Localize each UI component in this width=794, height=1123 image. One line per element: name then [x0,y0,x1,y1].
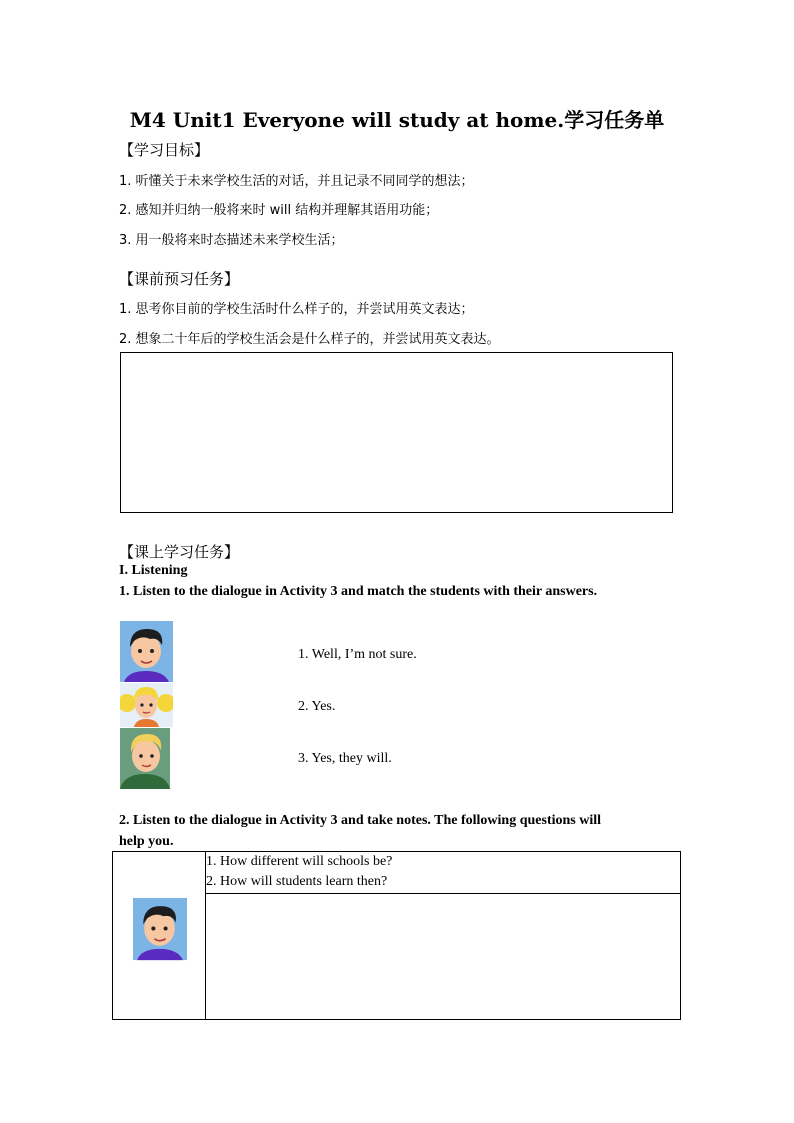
question-item: 1. How different will schools be? [206,854,393,869]
answer-box[interactable] [120,352,673,513]
preview-header: 【课前预习任务】 [119,270,240,288]
questions-cell [206,852,681,894]
preview-item: 2. 想象二十年后的学校生活会是什么样子的，并尝试用英文表达。 [119,332,500,347]
page-title: M4 Unit1 Everyone will study at home.学习任务单 [129,108,665,132]
task1-instruction: 1. Listen to the dialogue in Activity 3 and match the students with their answers. [119,584,598,599]
question-item: 2. How will students learn then? [206,874,388,889]
girl-avatar [120,683,173,727]
notes-cell[interactable] [206,894,681,1020]
objectives-header: 【学习目标】 [119,141,210,159]
objective-item: 1. 听懂关于未来学校生活的对话，并且记录不同同学的想法； [119,174,474,189]
task2-instruction: 2. Listen to the dialogue in Activity 3 and take notes. The following questions will [119,813,602,828]
avatar-cell [113,852,206,1020]
objective-item: 3. 用一般将来时态描述未来学校生活； [119,233,344,248]
listening-heading: I. Listening [119,563,188,578]
boy-avatar [133,897,187,961]
objective-item: 2. 感知并归纳一般将来时 will 结构并理解其语用功能； [119,203,439,218]
inclass-header: 【课上学习任务】 [119,543,240,561]
answer-option: 3. Yes, they will. [298,751,392,766]
task2-instruction-cont: help you. [119,834,174,849]
notes-table [112,851,681,1020]
preview-item: 1. 思考你目前的学校生活时什么样子的，并尝试用英文表达； [119,302,474,317]
answer-option: 2. Yes. [298,699,336,714]
boy-avatar [120,621,173,682]
answer-option: 1. Well, I’m not sure. [298,647,417,662]
blond-boy-avatar [120,728,170,789]
